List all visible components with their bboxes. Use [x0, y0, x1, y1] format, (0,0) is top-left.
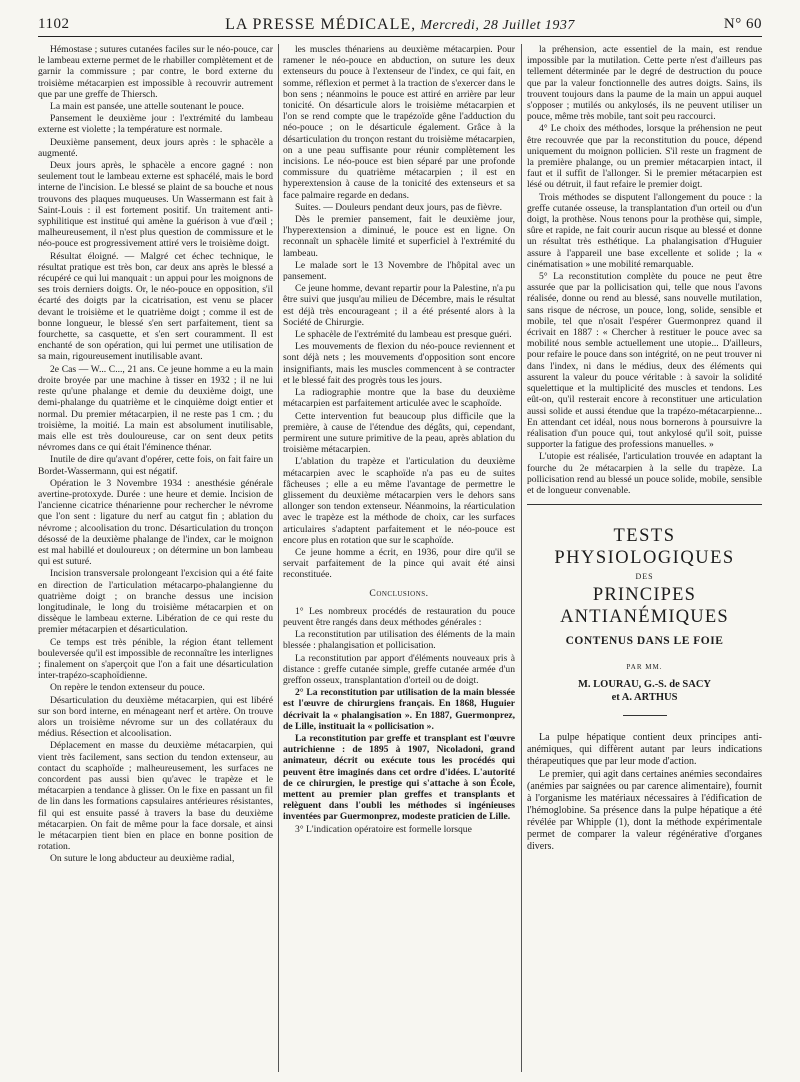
paragraph: Désarticulation du deuxième métacarpien, qui est libéré sur son bord interne, en ménageant nerf et artère. On trouve alors un troisième névrome sur un des collatéraux du médius. Résection et alcoolisation.: [38, 694, 273, 740]
paragraph: la préhension, acte essentiel de la main, est rendue impossible par la mutilation. Cette perte n'est d'ailleurs pas tellement déterminée par le degré de destruction du pouce que par la valeur fonctionnelle des autres doigts. Sains, ils trouvent toujours dans la paume de la main un appui auquel s'opposer ; mutilés ou ankylosés, ils ne peuvent utiliser un pouce, même très mobile, tant soit peu raccourci.: [527, 44, 762, 123]
conclusions-heading: Conclusions.: [369, 587, 429, 599]
paragraph: 1° Les nombreux procédés de restauration du pouce peuvent être rangés dans deux méthodes générales :: [283, 605, 515, 628]
paragraph: Le malade sort le 13 Novembre de l'hôpital avec un pansement.: [283, 259, 515, 283]
paragraph: La reconstitution par apport d'éléments nouveaux pris à distance : greffe cutanée simple, greffe cutanée armée d'un greffon osseux, transplantation d'orteil ou de doigt.: [283, 652, 515, 686]
section-divider: [527, 504, 762, 505]
article-title-line-2: PRINCIPES ANTIANÉMIQUES: [560, 585, 729, 628]
byline-prefix: PAR MM.: [626, 662, 663, 671]
paragraph: Ce temps est très pénible, la région étant tellement bouleversée qu'il est impossible de reconnaître les interlignes ; finalement on s'aperçoit que l'on a fait une désarticulation inter-trapézo-scaphoïdienne.: [38, 636, 273, 682]
paragraph: Deuxième pansement, deux jours après : le sphacèle a augmenté.: [38, 136, 273, 159]
paragraph: Résultat éloigné. — Malgré cet échec technique, le résultat pratique est très bon, car deux ans après le blessé a récupéré ce qui lui manquait : un appui pour les moignons de ses trois derniers doigts. Or, le néo-pouce en opposition, s'il écarté des doigts par la cicatrisation, est venu se placer devant le troisième et le quatrième doigt ; comme il est de bonne longueur, le blessé s'en sert parfaitement, tient sa fourchette, sa casquette, et s'en sert couramment. Il est enchanté de son opération, qui lui permet une utilisation de sa main, rigoureusement inutilisable avant.: [38, 250, 273, 363]
article-body: [527, 732, 762, 853]
paragraph: Le sphacèle de l'extrémité du lambeau est presque guéri.: [295, 329, 512, 341]
running-title: [38, 16, 762, 34]
paragraph: Pansement le deuxième jour : l'extrémité du lambeau externe est violette ; la température est normale.: [38, 113, 273, 136]
paragraph: Trois méthodes se disputent l'allongement du pouce : la greffe cutanée osseuse, la transplantation d'un orteil ou d'un doigt, la prothèse. Nous tenons pour la prothèse qui, simple, sûre et rapide, ne fait courir aucun risque au blessé et donne un résultat très esthétique. La phalangisation d'Huguier assure à l'appareil une base excellente et solide ; la « cinématisation » une mobilité remarquable.: [527, 191, 762, 270]
article-heading: [527, 525, 762, 716]
article-title-connector: DES: [635, 572, 654, 582]
paragraph: Les mouvements de flexion du néo-pouce reviennent et sont déjà nets ; les mouvements d'opposition sont encore insignifiants, mais les muscles commencent à se contracter et le blessé fait des progrès tous les jours.: [283, 341, 515, 386]
paragraph: Ce jeune homme, devant repartir pour la Palestine, n'a pu être suivi que jusqu'au milieu de Décembre, mais le résultat est déjà très encourageant ; il a été présenté alors à la Société de Chirurgie.: [283, 283, 515, 328]
column-left: [38, 44, 273, 1072]
column-right: [527, 44, 762, 1072]
paragraph: Incision transversale prolongeant l'excision qui a été faite en direction de l'articulation métacarpo-phalangienne du quatrième doigt ; on branche dessus une incision longitudinale, le long du troisième métacarpien et on dissèque le lambeau externe. Libération de ce qui reste du premier métacarpien et désarticulation.: [38, 568, 273, 636]
paragraph: Déplacement en masse du deuxième métacarpien, qui vient très facilement, sans section du tendon extenseur, au contact du scaphoïde ; malheureusement, les surfaces ne concordent pas aussi bien qu'avec le trapèze et le métacarpien a tendance à glisser. On le fixe en passant un fil de lin dans les formations capsulaires antérieures résistantes, fil qui est ensuite passé à travers la base du deuxième métacarpien. On fait de même pour la face dorsale, et ainsi le métacarpien tient bien en place en bonne position de rotation.: [38, 740, 273, 853]
page-number: 1102: [38, 16, 70, 32]
paragraph: les muscles thénariens au deuxième métacarpien. Pour ramener le néo-pouce en abduction, on suture les deux extenseurs du pouce à l'extenseur de l'index, ce qui fait, en somme, réflexion et permet à la traction de s'exercer dans le bon sens ; néanmoins le pouce est attiré en arrière par leur tonicité. On désarticule alors le troisième métacarpien et l'on se rend compte que le trapézoïde gêne l'adduction du néo-pouce ; on le désarticule également. Grâce à la désarticulation du tronçon restant du troisième métacarpien, on a une peau suffisante pour réunir complètement les incisions. Le néo-pouce est bien séparé par une profonde commissure du quatrième métacarpien ; il est en hyperextension à cause de la tonicité des extenseurs et sa face palmaire regarde en dedans.: [283, 44, 515, 201]
paragraph: L'ablation du trapèze et l'articulation du deuxième métacarpien avec le scaphoïde n'a pas eu de suites fâcheuses ; elle a eu même l'avantage de permettre le glissement du deuxième métacarpien vers le dehors sans allonger son tendon extenseur. Néanmoins, la réarticulation avec le trapèze est la méthode de choix, car les surfaces articulaires s'adaptent parfaitement et le néo-pouce est encore plus en rotation que sur le scaphoïde.: [283, 456, 515, 546]
paragraph: Dès le premier pansement, fait le deuxième jour, l'hyperextension a diminué, le pouce est en ligne. On reconnaît un sphacèle limité et superficiel à l'extrémité du lambeau.: [283, 214, 515, 259]
paragraph: La reconstitution par utilisation des éléments de la main blessée : phalangisation et pollicisation.: [283, 629, 515, 652]
paragraph: Cette intervention fut beaucoup plus difficile que la première, à cause de l'étendue des dégâts, qui, cependant, permirent une suture primitive de la peau, après ablation du troisième métacarpien.: [283, 410, 515, 456]
article-subtitle: CONTENUS DANS LE FOIE: [565, 635, 724, 648]
article-title-line-1: TESTS PHYSIOLOGIQUES: [554, 526, 735, 569]
paragraph: Deux jours après, le sphacèle a encore gagné : non seulement tout le lambeau externe est sphacélé, mais le bord interne de l'incision. Le blessé se plaint de sa bouche et nous trouvons des plaques muqueuses. Un Wassermann est fait à Saint-Louis : il est fortement positif. Un traitement anti-syphilitique est institué qui amène la guérison à vue d'œil ; malheureusement, il n'est plus question de commissure et le néo-pouce est progressivement attiré vers le troisième doigt.: [38, 160, 273, 250]
paragraph: Suites. — Douleurs pendant deux jours, pas de fièvre.: [295, 201, 503, 213]
column-divider: [521, 44, 522, 1072]
paragraph: L'utopie est réalisée, l'articulation trouvée en adaptant la fourche du 2e métacarpien à la selle du trapèze. La pollicisation rend au blessé un pouce solide, mobile, sensible et de longueur convenable.: [527, 451, 762, 496]
paragraph: La reconstitution par greffe et transplant est l'œuvre autrichienne : de 1895 à 1907, Nicoladoni, grand animateur, décrit ou exécute tous les procédés qui peuvent être imaginés dans cet ordre d'idées. L'autorité de ce chirurgien, le prestige qui s'attache à son École, mettent au premier plan greffes et transplants et relèguent dans l'oubli les méthodes si ingénieuses inventées par Guermonprez, modeste praticien de Lille.: [283, 732, 515, 823]
paragraph: On repère le tendon extenseur du pouce.: [50, 682, 205, 694]
paragraph: 5° La reconstitution complète du pouce ne peut être assurée que par la pollicisation qui, telle que nous l'avons réalisée, donne ou rend au blessé, sans nouvelle mutilation, sans risque de nécrose, un pouce, long, solide, sensible et mobile, tel que n'osait l'espérer Guermonprez quand il écrivait en 1887 : « Chercher à restituer le pouce avec sa mobilité nous semble actuellement une utopie... D'ailleurs, pour refaire le pouce dans son intégrité, on ne peut trouver ni dans l'index, ni dans le médius, deux des éléments qui assurent la valeur du pouce véritable : à savoir la solidité squelettique et la multiplicité des muscles et tendons. Les eût-on, qu'il resterait encore à reconstituer une articulation aussi solide et aussi étendue que la trapézo-métacarpienne... En attendant cet idéal, nous nous bornerons à poursuivre la réalisation d'un pouce qui, tout ankylosé qu'il soit, puisse supporter la fatigue des professions manuelles. »: [527, 271, 762, 451]
column-divider: [278, 44, 279, 1072]
paragraph: 2° La reconstitution par utilisation de la main blessée est l'œuvre de chirurgiens français. En 1868, Huguier décrivait la « phalangisation ». En 1887, Guermonprez, de Lille, instituait la « pollicisation ».: [283, 687, 515, 732]
paragraph: 3° L'indication opératoire est formelle lorsque: [295, 823, 472, 835]
paragraph: Inutile de dire qu'avant d'opérer, cette fois, on fait faire un Bordet-Wassermann, qui est négatif.: [38, 454, 273, 477]
page-header: [38, 14, 762, 37]
paragraph: La main est pansée, une attelle soutenant le pouce.: [50, 101, 244, 113]
journal-name: LA PRESSE MÉDICALE,: [225, 16, 417, 33]
paragraph: La pulpe hépatique contient deux principes anti-anémiques, qui diffèrent autant par leurs indications thérapeutiques que par leur mode d'action.: [527, 732, 762, 768]
article-authors: et A. ARTHUS: [611, 691, 678, 703]
paragraph: On suture le long abducteur au deuxième radial,: [50, 853, 235, 865]
paragraph: 2e Cas — W... C..., 21 ans. Ce jeune homme a eu la main droite broyée par une machine à tisser en 1932 ; il ne lui reste qu'une phalange et demie du deuxième doigt, une demi-phalange du quatrième et le cinquième doigt entier et normal. Du premier métacarpien, il ne reste pas 1 cm. ; du troisième, la moitié. La main est absolument inutilisable, mais elle est très douloureuse, car on sent deux petits névromes dans ce qui était l'éminence thénar.: [38, 363, 273, 454]
paragraph: Opération le 3 Novembre 1934 : anesthésie générale avertine-protoxyde. Durée : une heure et demie. Incision de l'ancienne cicatrice thénarienne pour rechercher le névrome que l'on sent : ligature du nerf au catgut fin ; ablation du névrome ; alcoolisation du tronc. Désarticulation du tronçon désossé de la deuxième phalange de l'index, car le moignon est mal habillé et douloureux ; on détermine un bon lambeau qui est suturé.: [38, 477, 273, 568]
paragraph: Le premier, qui agit dans certaines anémies secondaires (anémies par saignées ou par carence alimentaire), fournit à l'organisme les matériaux nécessaires à l'édification de l'hémoglobine. Sa présence dans la pulpe hépatique a été révélée par Whipple (1), dont la méthode expérimentale permet de comparer la valeur régénérative d'organes divers.: [527, 769, 762, 853]
column-middle: [283, 44, 515, 1072]
paragraph: La radiographie montre que la base du deuxième métacarpien est parfaitement articulée avec le scaphoïde.: [283, 387, 515, 410]
issue-date: Mercredi, 28 Juillet 1937: [420, 18, 575, 33]
paragraph: Hémostase ; sutures cutanées faciles sur le néo-pouce, car le lambeau externe permet de le rhabiller complètement et de garnir la commissure ; par contre, le bord externe du troisième métacarpien est impossible à recouvrir autrement que par une greffe de Thiersch.: [38, 44, 273, 100]
heading-rule: [623, 715, 667, 716]
paragraph: Ce jeune homme a écrit, en 1936, pour dire qu'il se servait parfaitement de la pince qui avait été ainsi reconstituée.: [283, 546, 515, 581]
paragraph: 4° Le choix des méthodes, lorsque la préhension ne peut être recouvrée que par la reconstitution du pouce, dépend uniquement du moignon pollicien. S'il reste un fragment de la première phalange, ou un premier métacarpien intact, il faut et il suffit de l'allonger. Si le premier métacarpien est lésé ou détruit, il faut refaire le premier doigt.: [527, 123, 762, 191]
article-authors: M. LOURAU, G.-S. de SACY: [577, 678, 711, 690]
issue-number: N° 60: [723, 16, 762, 32]
